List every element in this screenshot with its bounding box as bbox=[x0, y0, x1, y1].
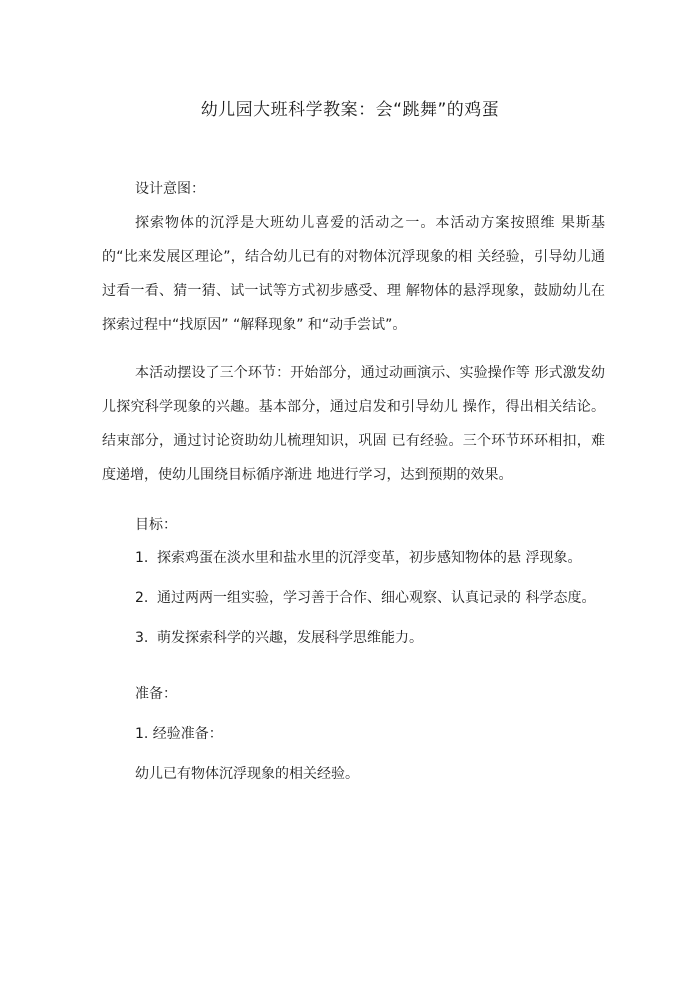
design-intent-label: 设计意图： bbox=[135, 181, 205, 197]
preparation-label: 准备： bbox=[135, 686, 177, 702]
goal-number: 1. bbox=[135, 550, 149, 566]
goal-item bbox=[135, 587, 615, 607]
goal-item bbox=[135, 627, 615, 647]
goal-text: 通过两两一组实验，学习善于合作、细心观察、认真记录的 科学态度。 bbox=[157, 590, 596, 606]
goals-label: 目标： bbox=[135, 517, 177, 533]
goal-number: 3. bbox=[135, 630, 149, 646]
goal-text: 探索鸡蛋在淡水里和盐水里的沉浮变革，初步感知物体的悬 浮现象。 bbox=[157, 550, 582, 566]
design-intent-paragraph-2: 本活动摆设了三个环节：开始部分，通过动画演示、实验操作等 形式激发幼儿探究科学现象的兴趣。基本部分，通过启发和引导幼儿 操作，得出相关结论。结束部分，通过讨论资助幼儿梳理知识，巩固 已有经验。三个环节环环相扣，难度递增，使幼儿围绕目标循序渐进 地进行学习，达到预期的效果。 bbox=[102, 365, 605, 483]
design-intent-paragraph-1: 探索物体的沉浮是大班幼儿喜爱的活动之一。本活动方案按照维 果斯基的“比来发展区理论”，结合幼儿已有的对物体沉浮现象的相 关经验，引导幼儿通过看一看、猜一猜、试一试等方式初步感受、理 解物体的悬浮现象，鼓励幼儿在探索过程中“找原因” “解释现象” 和“动手尝试”。 bbox=[102, 215, 605, 333]
preparation-item-1-text: 幼儿已有物体沉浮现象的相关经验。 bbox=[135, 766, 359, 782]
preparation-item-1: 1. 经验准备： bbox=[135, 726, 223, 742]
goal-text: 萌发探索科学的兴趣，发展科学思维能力。 bbox=[157, 630, 423, 646]
goal-item bbox=[135, 547, 615, 567]
goal-number: 2. bbox=[135, 590, 149, 606]
page-title: 幼儿园大班科学教案：会“跳舞”的鸡蛋 bbox=[200, 100, 500, 120]
